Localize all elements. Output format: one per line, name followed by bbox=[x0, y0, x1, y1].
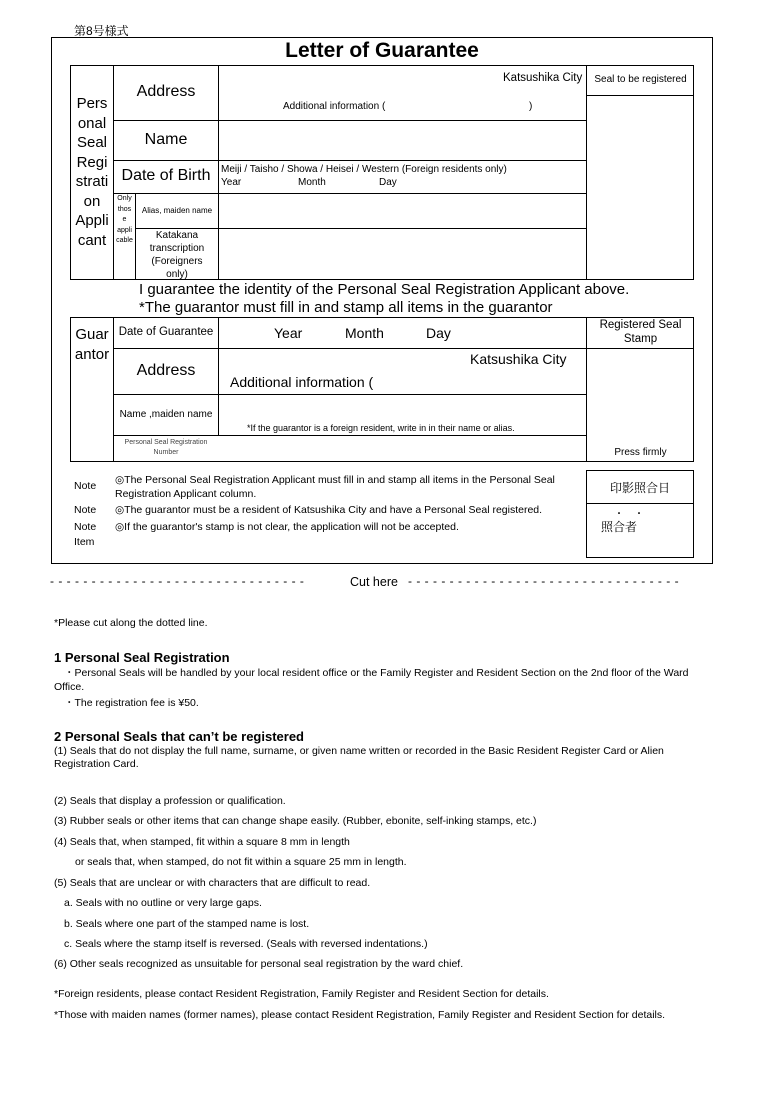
katakana-field[interactable] bbox=[220, 230, 585, 279]
applicant-additional-info-close: ) bbox=[529, 101, 533, 112]
applicant-city: Katsushika City bbox=[503, 72, 583, 84]
section2-item-5c: c. Seals where the stamp itself is reversed. (Seals with reversed indentations.) bbox=[64, 938, 428, 950]
guarantor-stamp-field[interactable] bbox=[588, 350, 693, 444]
checker-label: 照合者 bbox=[601, 520, 638, 534]
seal-registration-number-field[interactable] bbox=[220, 437, 585, 461]
applicant-name-field[interactable] bbox=[220, 122, 585, 159]
guarantee-month: Month bbox=[345, 325, 384, 341]
seal-check-date-label: 印影照合日 bbox=[609, 481, 670, 495]
date-of-guarantee-label: Date of Guarantee bbox=[118, 326, 214, 338]
guarantor-additional-info: Additional information ( bbox=[230, 374, 374, 390]
section2-item-5a: a. Seals with no outline or very large gaps. bbox=[64, 897, 262, 909]
only-applicable-label: Only thos e appli cable bbox=[116, 195, 133, 244]
press-firmly-label: Press firmly bbox=[614, 447, 667, 458]
section2-item-4: (4) Seals that, when stamped, fit within a square 8 mm in length bbox=[54, 836, 350, 848]
katakana-label: Katakana transcription (Foreigners only) bbox=[149, 230, 205, 280]
cut-instruction: *Please cut along the dotted line. bbox=[54, 617, 208, 629]
applicant-additional-info: Additional information ( bbox=[283, 101, 386, 112]
section2-item-5b: b. Seals where one part of the stamped name is lost. bbox=[64, 918, 310, 930]
section1-heading: 1 Personal Seal Registration bbox=[54, 650, 230, 665]
section2-heading: 2 Personal Seals that can’t be registered bbox=[54, 729, 304, 744]
seal-registration-number-label: Personal Seal Registration Number bbox=[124, 439, 208, 456]
guarantee-statement-line1: I guarantee the identity of the Personal Seal Registration Applicant above. bbox=[139, 281, 630, 298]
form-code: 第8号様式 bbox=[74, 24, 129, 38]
section2-item-1: (1) Seals that do not display the full name, surname, or given name written or recorded in the Basic Resident Register Card or Alien bbox=[54, 745, 664, 757]
section2-item-3: (3) Rubber seals or other items that can change shape easily. (Rubber, ebonite, self-inking stamps, etc.) bbox=[54, 815, 537, 827]
applicant-section-label: Pers onal Seal Regi strati on Appli cant bbox=[75, 95, 109, 249]
applicant-name-label: Name bbox=[144, 131, 188, 148]
note-label-2: Note bbox=[74, 504, 97, 516]
guarantor-name-label: Name ,maiden name bbox=[119, 409, 213, 420]
applicant-dob-eras: Meiji / Taisho / Showa / Heisei / Western (Foreign residents only) bbox=[221, 164, 507, 175]
note-text-1: ◎The Personal Seal Registration Applicant must fill in and stamp all items in the Personal Seal Registration Applicant column. bbox=[115, 474, 555, 500]
section2-item-6: (6) Other seals recognized as unsuitable for personal seal registration by the ward chief. bbox=[54, 958, 464, 970]
applicant-dob-day: Day bbox=[379, 177, 397, 188]
footer-note-foreign: *Foreign residents, please contact Resident Registration, Family Register and Resident Section for details. bbox=[54, 988, 549, 1000]
guarantee-year: Year bbox=[274, 325, 303, 341]
note-item-label: Item bbox=[74, 536, 95, 548]
section2-item-4-cont: or seals that, when stamped, do not fit within a square 25 mm in length. bbox=[75, 856, 407, 868]
registered-seal-stamp-header: Registered Seal Stamp bbox=[599, 319, 682, 345]
applicant-address-label: Address bbox=[136, 83, 196, 100]
alias-field[interactable] bbox=[220, 195, 585, 227]
seal-to-be-registered-header: Seal to be registered bbox=[594, 74, 687, 85]
note-label-1: Note bbox=[74, 480, 97, 492]
applicant-address-field[interactable] bbox=[220, 66, 585, 119]
guarantee-statement-line2: *The guarantor must fill in and stamp all items in the guarantor bbox=[139, 299, 553, 316]
note-text-3: ◎If the guarantor's stamp is not clear, the application will not be accepted. bbox=[115, 521, 459, 533]
guarantor-address-field[interactable] bbox=[220, 350, 585, 393]
guarantor-address-label: Address bbox=[136, 362, 196, 379]
section2-item-2: (2) Seals that display a profession or qualification. bbox=[54, 795, 286, 807]
guarantor-foreign-note: *If the guarantor is a foreign resident, write in in their name or alias. bbox=[247, 423, 515, 433]
section2-item-5: (5) Seals that are unclear or with characters that are difficult to read. bbox=[54, 877, 371, 889]
seal-check-date-dots: ・ ・ bbox=[614, 509, 644, 520]
section1-line3: ・The registration fee is ¥50. bbox=[64, 697, 199, 709]
guarantor-city: Katsushika City bbox=[470, 351, 567, 367]
cut-line-left: - - - - - - - - - - - - - - - - - - - - - - - - - - - - - - - bbox=[50, 574, 305, 588]
section1-line2: Office. bbox=[54, 681, 85, 693]
guarantee-day: Day bbox=[426, 325, 451, 341]
guarantor-section-label: Guar antor bbox=[74, 326, 110, 363]
applicant-dob-year: Year bbox=[221, 177, 242, 188]
form-title: Letter of Guarantee bbox=[285, 39, 479, 62]
footer-note-maiden: *Those with maiden names (former names), please contact Resident Registration, Family Register and Resident Section for details. bbox=[54, 1009, 666, 1021]
section2-item-1-cont: Registration Card. bbox=[54, 758, 139, 770]
alias-label: Alias, maiden name bbox=[141, 206, 213, 215]
guarantor-name-field[interactable] bbox=[220, 396, 585, 421]
cut-line-right: - - - - - - - - - - - - - - - - - - - - - - - - - - - - - - - - - bbox=[408, 574, 680, 588]
cut-here-label: Cut here bbox=[350, 575, 398, 589]
applicant-dob-label: Date of Birth bbox=[121, 167, 211, 184]
section1-line1: ・Personal Seals will be handled by your local resident office or the Family Register and Resident Section on the 2nd floor of the Ward bbox=[64, 667, 689, 679]
applicant-dob-month: Month bbox=[298, 177, 326, 188]
applicant-seal-field[interactable] bbox=[587, 96, 693, 279]
note-text-2: ◎The guarantor must be a resident of Katsushika City and have a Personal Seal registered. bbox=[115, 504, 543, 516]
note-label-3: Note bbox=[74, 521, 97, 533]
